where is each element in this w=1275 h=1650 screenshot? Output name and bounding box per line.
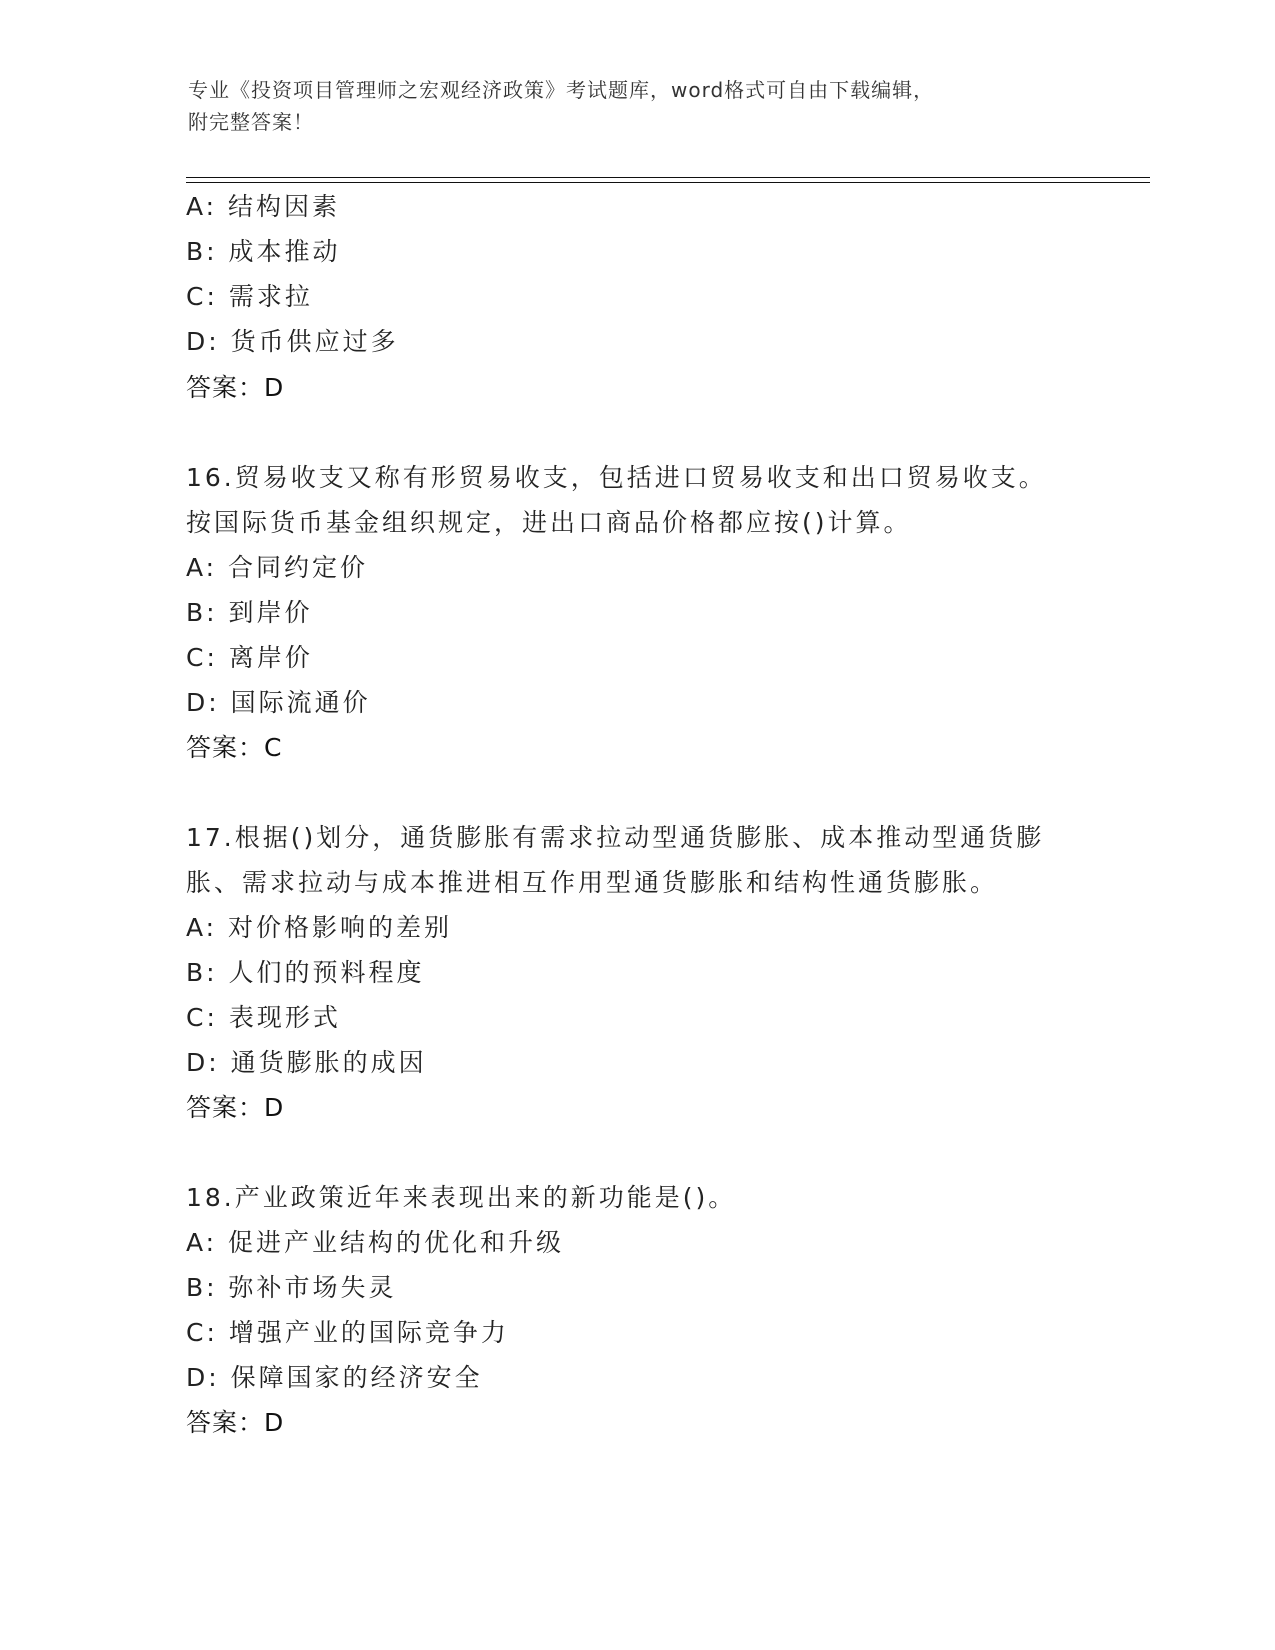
q16-option-a: A: 合同约定价 [186, 553, 369, 582]
header-divider-top [186, 177, 1150, 178]
q17-answer: 答案：D [186, 1093, 285, 1122]
q15-option-a: A: 结构因素 [186, 192, 341, 221]
q17-option-a: A: 对价格影响的差别 [186, 913, 453, 942]
q16-answer: 答案：C [186, 733, 283, 762]
q15-option-b: B: 成本推动 [186, 237, 341, 266]
q16-option-d: D: 国际流通价 [186, 688, 371, 717]
q16-stem-line-1: 16.贸易收支又称有形贸易收支，包括进口贸易收支和出口贸易收支。 [186, 463, 1047, 492]
q17-stem-line-2: 胀、需求拉动与成本推进相互作用型通货膨胀和结构性通货膨胀。 [186, 868, 999, 897]
q18-option-b: B: 弥补市场失灵 [186, 1273, 397, 1302]
q15-option-d: D: 货币供应过多 [186, 327, 399, 356]
q15-answer: 答案：D [186, 373, 285, 402]
q15-option-c: C: 需求拉 [186, 282, 313, 311]
q18-option-c: C: 增强产业的国际竞争力 [186, 1318, 509, 1347]
header-line-2: 附完整答案！ [188, 110, 314, 134]
q16-option-c: C: 离岸价 [186, 643, 313, 672]
q18-stem-line-1: 18.产业政策近年来表现出来的新功能是()。 [186, 1183, 737, 1212]
q18-option-d: D: 保障国家的经济安全 [186, 1363, 483, 1392]
header-line-1: 专业《投资项目管理师之宏观经济政策》考试题库，word格式可自由下载编辑， [188, 78, 935, 102]
q18-option-a: A: 促进产业结构的优化和升级 [186, 1228, 565, 1257]
q16-stem-line-2: 按国际货币基金组织规定，进出口商品价格都应按()计算。 [186, 508, 912, 537]
q17-option-d: D: 通货膨胀的成因 [186, 1048, 427, 1077]
q16-option-b: B: 到岸价 [186, 598, 313, 627]
q18-answer: 答案：D [186, 1408, 285, 1437]
header-divider-bottom [186, 182, 1150, 183]
q17-stem-line-1: 17.根据()划分，通货膨胀有需求拉动型通货膨胀、成本推动型通货膨 [186, 823, 1045, 852]
q17-option-c: C: 表现形式 [186, 1003, 341, 1032]
q17-option-b: B: 人们的预料程度 [186, 958, 425, 987]
document-header [188, 74, 1068, 138]
